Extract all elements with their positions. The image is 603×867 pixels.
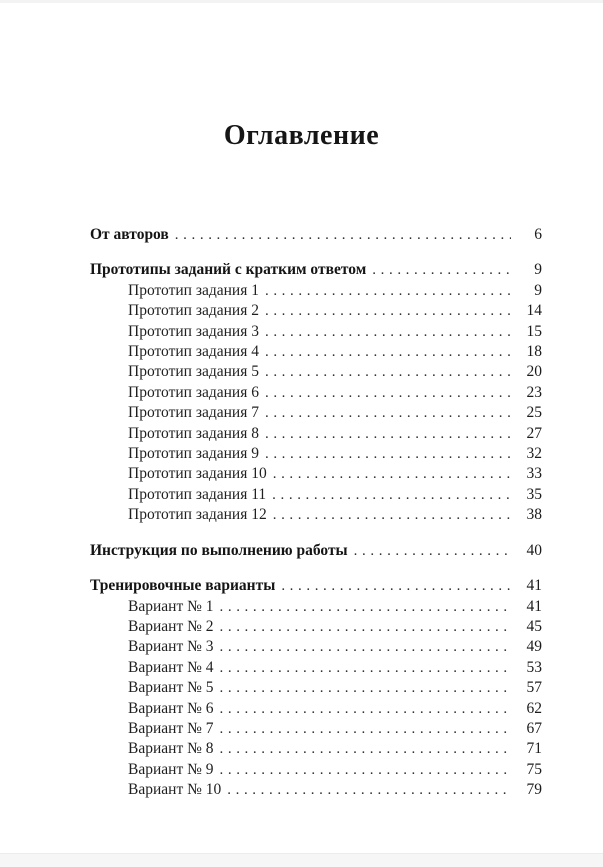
dot-leader [265,403,511,423]
toc-row [90,403,542,423]
toc-entry-label: Вариант № 1 [128,597,214,615]
toc-page-number: 38 [526,506,542,524]
toc-entry-label: Прототип задания 2 [128,302,259,320]
toc-row [90,322,542,342]
toc-entry-label: Прототип задания 12 [128,506,267,524]
toc-entry-label: Прототип задания 5 [128,363,259,381]
toc-group [90,576,542,800]
toc-page-number: 75 [526,760,542,778]
toc-entry-label: Прототип задания 9 [128,445,259,463]
toc-row [90,281,542,301]
toc-entry-label: Прототип задания 1 [128,281,259,299]
toc-entry-label: Прототипы заданий с кратким ответом [90,261,367,279]
toc-entry-label: Вариант № 3 [128,638,214,656]
toc-page-number: 40 [526,541,542,559]
toc-page-number: 35 [526,485,542,503]
dot-leader [220,637,512,657]
toc-list [90,225,542,801]
toc-row [90,678,542,698]
dot-leader [265,383,511,403]
toc-page-number: 18 [526,343,542,361]
dot-leader [220,719,512,739]
toc-page-number: 25 [526,404,542,422]
dot-leader [227,780,511,800]
toc-page-number: 32 [526,445,542,463]
toc-page-number: 79 [526,781,542,799]
dot-leader [265,301,511,321]
toc-entry-label: Прототип задания 7 [128,404,259,422]
toc-entry-label: Прототип задания 8 [128,424,259,442]
toc-row [90,260,542,280]
toc-page-number: 62 [526,699,542,717]
toc-entry-label: Вариант № 9 [128,760,214,778]
toc-entry-label: Прототип задания 10 [128,465,267,483]
toc-row [90,464,542,484]
toc-page-number: 53 [526,658,542,676]
toc-entry-label: Вариант № 10 [128,781,222,799]
toc-row [90,342,542,362]
dot-leader [354,541,511,561]
toc-page-number: 20 [526,363,542,381]
dot-leader [220,597,512,617]
toc-group [90,225,542,245]
toc-entry-label: Тренировочные варианты [90,577,276,595]
dot-leader [372,260,511,280]
toc-page-number: 45 [526,617,542,635]
toc-row [90,301,542,321]
toc-row [90,699,542,719]
dot-leader [273,464,511,484]
toc-entry-label: Вариант № 7 [128,719,214,737]
toc-row [90,637,542,657]
toc-page-number: 71 [526,740,542,758]
toc-row [90,739,542,759]
toc-row [90,576,542,596]
toc-entry-label: Вариант № 8 [128,740,214,758]
toc-row [90,760,542,780]
page-title: Оглавление [223,120,380,151]
toc-row [90,780,542,800]
toc-row [90,597,542,617]
toc-page-number: 41 [526,577,542,595]
toc-row [90,485,542,505]
dot-leader [220,658,512,678]
toc-entry-label: Вариант № 6 [128,699,214,717]
toc-group [90,541,542,561]
toc-page-number: 49 [526,638,542,656]
toc-entry-label: Вариант № 4 [128,658,214,676]
dot-leader [265,281,511,301]
dot-leader [220,760,512,780]
toc-row [90,225,542,245]
toc-group [90,260,542,525]
dot-leader [273,505,511,525]
dot-leader [220,699,512,719]
toc-row [90,719,542,739]
scan-top-edge [0,0,603,3]
toc-row [90,362,542,382]
toc-entry-label: Вариант № 2 [128,617,214,635]
dot-leader [220,678,512,698]
toc-entry-label: Инструкция по выполнению работы [90,541,348,559]
dot-leader [272,485,511,505]
toc-row [90,617,542,637]
toc-entry-label: Прототип задания 6 [128,383,259,401]
dot-leader [265,322,511,342]
toc-entry-label: Прототип задания 3 [128,322,259,340]
toc-page-number: 15 [526,322,542,340]
dot-leader [281,576,511,596]
toc-page-number: 9 [534,281,542,299]
toc-page-number: 9 [534,261,542,279]
dot-leader [265,362,511,382]
toc-entry-label: Прототип задания 11 [128,485,267,503]
toc-page-number: 33 [526,465,542,483]
toc-page-number: 41 [526,597,542,615]
toc-page-number: 23 [526,383,542,401]
toc-row [90,383,542,403]
toc-row [90,505,542,525]
dot-leader [220,617,512,637]
dot-leader [265,424,511,444]
dot-leader [220,739,512,759]
toc-page-number: 57 [526,679,542,697]
toc-entry-label: Прототип задания 4 [128,343,259,361]
toc-entry-label: От авторов [90,226,169,243]
toc-row [90,541,542,561]
toc-page-number: 27 [526,424,542,442]
toc-page-number: 6 [534,226,542,243]
toc-row [90,658,542,678]
toc-page-number: 67 [526,719,542,737]
dot-leader [265,444,511,464]
toc-row [90,444,542,464]
dot-leader [175,225,511,245]
scan-bottom-edge [0,853,603,867]
dot-leader [265,342,511,362]
toc-row [90,424,542,444]
toc-entry-label: Вариант № 5 [128,679,214,697]
toc-page-number: 14 [526,302,542,320]
